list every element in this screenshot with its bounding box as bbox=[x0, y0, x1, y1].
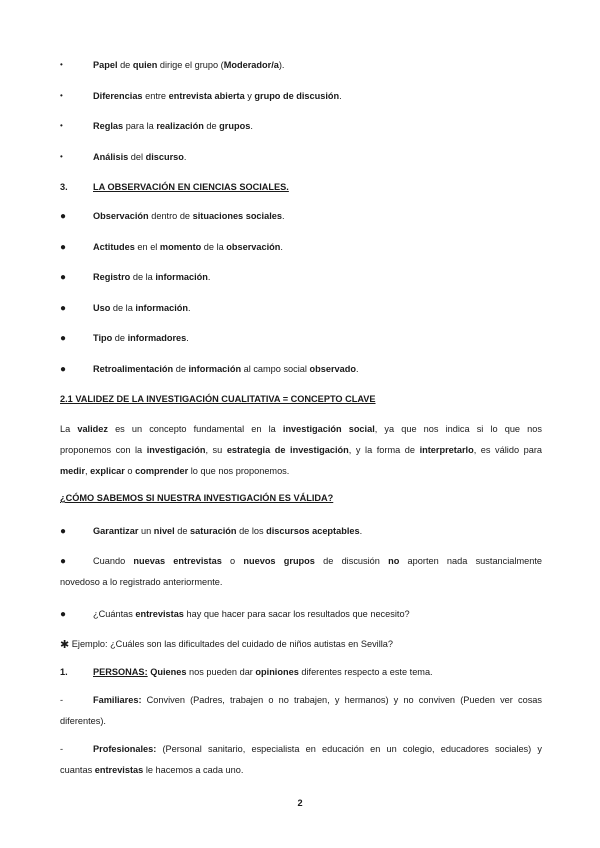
section-number: 3. bbox=[60, 182, 68, 192]
list-item-text-continued: novedoso a lo registrado anteriormente. bbox=[60, 577, 223, 587]
bullet-icon: ● bbox=[60, 302, 67, 314]
profesionales-item bbox=[60, 739, 542, 781]
text-run: . bbox=[280, 241, 283, 252]
bold-text: investigación social bbox=[282, 424, 375, 434]
list-item-text bbox=[93, 122, 253, 131]
example-container bbox=[60, 639, 393, 650]
bold-text: Análisis bbox=[93, 151, 129, 162]
list-item-text bbox=[93, 365, 359, 374]
text-run: diferentes respecto a este tema. bbox=[298, 667, 433, 677]
bold-text: Uso bbox=[93, 302, 111, 313]
text-run: proponemos con la bbox=[60, 445, 147, 455]
bold-text: estrategia de investigación bbox=[226, 445, 349, 455]
list-item-line bbox=[60, 551, 542, 572]
paragraph-line bbox=[60, 461, 542, 482]
text-run: de bbox=[203, 121, 220, 131]
text-run: . bbox=[207, 272, 211, 282]
text-run: un bbox=[138, 526, 154, 536]
text-run: , su bbox=[205, 445, 227, 455]
profesionales-text-continued bbox=[60, 760, 542, 781]
text-run: . bbox=[187, 302, 191, 313]
bold-text: entrevista abierta bbox=[168, 90, 245, 101]
text-run: y bbox=[244, 90, 255, 101]
bold-text: Observación bbox=[93, 211, 149, 221]
text-run: Cuando bbox=[93, 556, 134, 566]
bold-text: saturación bbox=[190, 526, 237, 536]
text-run: de la bbox=[201, 241, 227, 252]
text-run: o bbox=[124, 466, 136, 476]
list-item-text bbox=[93, 334, 189, 343]
list-item-text bbox=[93, 610, 410, 619]
text-run: cuantas bbox=[60, 765, 95, 775]
asterisk-icon: ✱ bbox=[60, 639, 70, 651]
bold-text: nivel bbox=[153, 526, 175, 536]
text-run: ). bbox=[278, 60, 285, 70]
personas-description bbox=[148, 667, 433, 677]
list-item-text bbox=[93, 243, 283, 252]
familiares-item bbox=[60, 690, 542, 732]
text-run: de los bbox=[236, 526, 267, 536]
text-run: de la bbox=[130, 272, 156, 282]
text-run: La bbox=[60, 424, 78, 434]
text-run: para la bbox=[123, 121, 157, 131]
bold-text: opiniones bbox=[255, 667, 299, 677]
dash-icon: - bbox=[60, 695, 64, 705]
section-title: LA OBSERVACIÓN EN CIENCIAS SOCIALES. bbox=[93, 182, 289, 192]
text-run: le hacemos a cada uno. bbox=[143, 765, 244, 775]
bullet-icon: ● bbox=[60, 526, 67, 537]
bold-text: entrevistas bbox=[135, 609, 184, 619]
bold-text: Papel bbox=[93, 60, 118, 70]
bold-text: Reglas bbox=[93, 121, 124, 131]
bold-text: grupo de discusión bbox=[254, 90, 340, 101]
text-run: . bbox=[339, 90, 342, 101]
question-title: ¿CÓMO SABEMOS SI NUESTRA INVESTIGACIÓN ES VÁLIDA? bbox=[60, 493, 334, 503]
list-item bbox=[60, 551, 542, 593]
text-run: nos pueden dar bbox=[186, 667, 256, 677]
list-item-text bbox=[93, 273, 210, 282]
bold-text: Registro bbox=[93, 272, 131, 282]
personas-text bbox=[93, 668, 433, 677]
text-run: . bbox=[250, 121, 253, 131]
text-run: . bbox=[359, 526, 363, 536]
text-run: , ya que nos indica si lo que nos bbox=[374, 424, 542, 434]
bold-text: comprender bbox=[135, 466, 189, 476]
bold-text: medir bbox=[60, 466, 86, 476]
text-run: , bbox=[85, 466, 91, 476]
bold-text: discursos aceptables bbox=[266, 526, 360, 536]
bullet-icon: ● bbox=[60, 363, 67, 375]
bold-text: informadores bbox=[127, 333, 187, 343]
text-run: aporten nada sustancialmente bbox=[399, 556, 542, 566]
list-item-text bbox=[93, 92, 342, 101]
text-run: de bbox=[173, 363, 189, 374]
bullet-icon: ● bbox=[60, 241, 67, 253]
text-run: Conviven (Padres, trabajen o no trabajen, y hermanos) y no conviven (Pueden ver cosas bbox=[141, 695, 542, 705]
text-run: en el bbox=[134, 241, 160, 252]
bullet-icon: • bbox=[60, 60, 63, 69]
example-text: Ejemplo: ¿Cuáles son las dificultades del cuidado de niños autistas en Sevilla? bbox=[69, 639, 394, 649]
bold-text: Garantizar bbox=[93, 526, 139, 536]
paragraph-line bbox=[60, 419, 542, 440]
bold-text: momento bbox=[159, 241, 202, 252]
profesionales-text bbox=[93, 739, 542, 760]
familiares-text-continued: diferentes). bbox=[60, 716, 106, 726]
dash-icon: - bbox=[60, 744, 64, 754]
bold-text: nuevos grupos bbox=[243, 556, 315, 566]
bold-text: validez bbox=[77, 424, 108, 434]
text-run: entre bbox=[142, 90, 169, 101]
bold-text: grupos bbox=[219, 121, 251, 131]
text-run: . bbox=[186, 333, 189, 343]
bold-text: realización bbox=[156, 121, 204, 131]
validez-paragraph bbox=[60, 419, 542, 482]
list-item-text bbox=[93, 551, 542, 572]
bold-text: Moderador/a bbox=[223, 60, 279, 70]
text-run: lo que nos proponemos. bbox=[188, 466, 290, 476]
text-run: de discusión bbox=[314, 556, 389, 566]
text-run: dirige el grupo ( bbox=[157, 60, 224, 70]
bold-text: Diferencias bbox=[93, 90, 143, 101]
text-run: , es válido para bbox=[473, 445, 543, 455]
text-run: de bbox=[174, 526, 191, 536]
bold-text: quien bbox=[132, 60, 158, 70]
page-number: 2 bbox=[297, 798, 303, 808]
bold-text: información bbox=[135, 302, 188, 313]
text-run: ¿Cuántas bbox=[93, 609, 136, 619]
bold-text: Familiares: bbox=[93, 695, 142, 705]
text-run: . bbox=[355, 363, 359, 374]
personas-label: PERSONAS: bbox=[93, 667, 148, 677]
bold-text: Quienes bbox=[150, 667, 187, 677]
list-item-text bbox=[93, 304, 191, 313]
bold-text: situaciones sociales bbox=[192, 211, 282, 221]
bullet-icon: • bbox=[60, 121, 63, 130]
bullet-icon: ● bbox=[60, 272, 67, 283]
bold-text: información bbox=[188, 363, 242, 374]
bold-text: entrevistas bbox=[94, 765, 144, 775]
text-run: de bbox=[117, 60, 133, 70]
familiares-text bbox=[93, 690, 542, 711]
paragraph-line bbox=[60, 440, 542, 461]
text-run: de bbox=[112, 333, 128, 343]
bold-text: nuevas entrevistas bbox=[133, 556, 222, 566]
list-item-text bbox=[93, 61, 285, 70]
bold-text: discurso bbox=[145, 151, 184, 162]
item-number: 1. bbox=[60, 667, 68, 677]
bullet-icon: ● bbox=[60, 333, 67, 344]
text-run: , y la forma de bbox=[348, 445, 420, 455]
bullet-icon: ● bbox=[60, 556, 67, 567]
text-run: . bbox=[281, 211, 285, 221]
text-run: . bbox=[183, 151, 187, 162]
text-run: dentro de bbox=[148, 211, 193, 221]
text-run: de la bbox=[110, 302, 136, 313]
bullet-icon: ● bbox=[60, 609, 67, 620]
list-item-text bbox=[93, 527, 362, 536]
bold-text: explicar bbox=[90, 466, 125, 476]
bold-text: observado bbox=[309, 363, 356, 374]
bold-text: no bbox=[388, 556, 400, 566]
text-run: hay que hacer para sacar los resultados que necesito? bbox=[183, 609, 410, 619]
profesionales-line bbox=[60, 739, 542, 760]
bullet-icon: • bbox=[60, 151, 63, 161]
bullet-icon: ● bbox=[60, 211, 67, 222]
list-item-text bbox=[93, 153, 186, 162]
text-run: al campo social bbox=[241, 363, 310, 374]
familiares-line bbox=[60, 690, 542, 711]
section-title: 2.1 VALIDEZ DE LA INVESTIGACIÓN CUALITATIVA = CONCEPTO CLAVE bbox=[60, 394, 376, 404]
bullet-icon: • bbox=[60, 90, 63, 100]
bold-text: investigación bbox=[146, 445, 206, 455]
text-run: o bbox=[221, 556, 244, 566]
text-run: del bbox=[128, 151, 146, 162]
text-run: (Personal sanitario, especialista en educación en un colegio, educadores sociales) y bbox=[156, 744, 542, 754]
bold-text: Actitudes bbox=[93, 241, 135, 252]
bold-text: interpretarlo bbox=[419, 445, 474, 455]
bold-text: Retroalimentación bbox=[93, 363, 174, 374]
list-item-text bbox=[93, 212, 285, 221]
text-run: es un concepto fundamental en la bbox=[107, 424, 283, 434]
bold-text: Profesionales: bbox=[93, 744, 157, 754]
bold-text: Tipo bbox=[93, 333, 113, 343]
bold-text: observación bbox=[226, 241, 281, 252]
bold-text: información bbox=[155, 272, 208, 282]
